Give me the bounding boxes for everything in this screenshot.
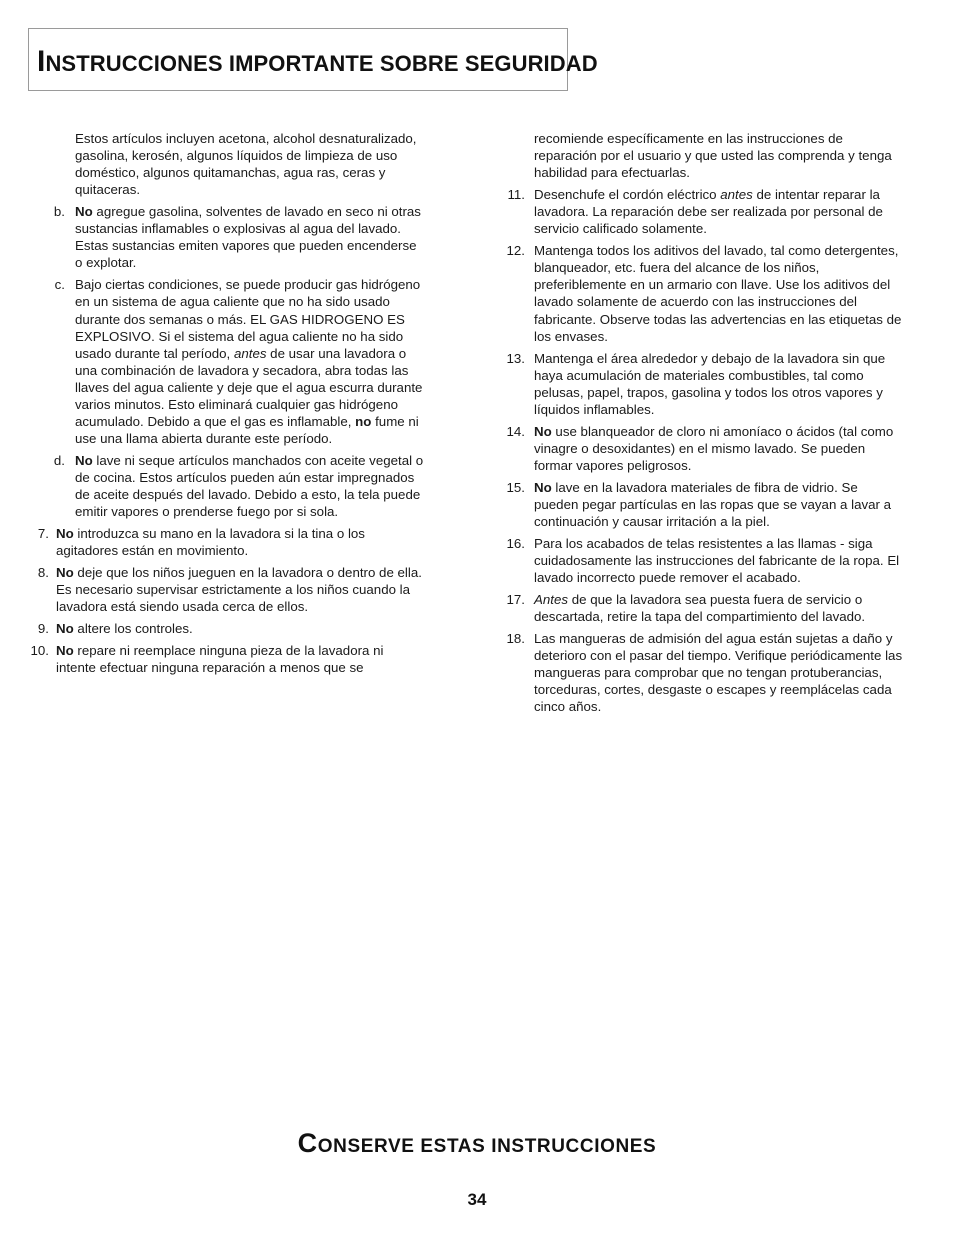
list-item-7 [27, 525, 427, 559]
item-text [502, 479, 904, 530]
item-number: 13. [506, 350, 525, 366]
item-number: 7. [37, 526, 49, 542]
item-body: agregue gasolina, solventes de lavado en seco ni otras sustancias inflamables o explosivas al agua del lavado. Estas sustancias emiten vapores que pueden encenderse o explotar. [75, 204, 421, 271]
item-text [502, 591, 904, 625]
section-title [37, 45, 598, 79]
list-item-c [27, 276, 427, 447]
item-body: de usar una lavadora o una combinación de lavadora y secadora, abra todas las llaves del agua caliente y deje que el agua escurra durante varios minutos. Esto eliminará cualquier gas hidrógeno acumulado. Debido a que el gas es inflamable, [75, 345, 423, 430]
section-header-box [28, 28, 598, 91]
item-number: 18. [506, 630, 525, 646]
emphasis-no: no [355, 414, 372, 430]
emphasis-antes: Antes [534, 591, 569, 607]
item-body: deje que los niños jueguen en la lavadora o dentro de ella. Es necesario supervisar estrictamente a los niños cuando la lavadora está siendo usada cerca de ellos. [56, 565, 422, 615]
list-item-10 [27, 642, 427, 676]
item-marker: c. [54, 277, 65, 293]
item-number: 15. [506, 479, 525, 495]
item-text [27, 525, 427, 559]
item-number: 10. [30, 643, 49, 659]
emphasis-no: No [56, 565, 74, 581]
page-number: 34 [467, 1190, 487, 1209]
item-body: altere los controles. [73, 621, 193, 637]
item-body: lave ni seque artículos manchados con aceite vegetal o de cocina. Estos artículos pueden aún estar impregnados de aceite después del lavado. Debido a esto, la tela puede emitir vapores o prenderse fuego por si sola. [75, 453, 424, 520]
section-title-rest: NSTRUCCIONES IMPORTANTE SOBRE SEGURIDAD [45, 51, 598, 76]
item-number: 8. [37, 565, 49, 581]
item-body: de intentar reparar la lavadora. La reparación debe ser realizada por personal de servicio calificado solamente. [534, 187, 883, 237]
list-item-17 [502, 591, 904, 625]
item-number: 11. [507, 187, 525, 203]
item-text: recomiende específicamente en las instrucciones de reparación por el usuario y que usted las comprenda y tenga habilidad para efectuarlas. [534, 131, 892, 181]
emphasis-no: No [75, 204, 93, 220]
emphasis-antes: antes [720, 187, 753, 203]
item-marker: b. [53, 204, 65, 220]
item-body: fume ni use una llama abierta durante este período. [75, 414, 419, 447]
left-column [27, 130, 427, 681]
item-body: lave en la lavadora materiales de fibra de vidrio. Se pueden pegar partículas en las ropas que se vayan a lavar a continuación y causar irritación a la piel. [534, 479, 892, 529]
item-body: introduzca su mano en la lavadora si la tina o los agitadores están en movimiento. [56, 526, 365, 559]
item-number: 17. [506, 591, 525, 607]
item-number: 9. [37, 621, 49, 637]
item-text: Mantenga todos los aditivos del lavado, tal como detergentes, blanqueador, etc. fuera del alcance de los niños, preferiblemente en un armario con llave. Use los aditivos del lavado solamente de acuerdo con las instrucciones del fabricante. Observe todas las advertencias en las etiquetas de los envases. [534, 243, 902, 344]
item-text [27, 620, 427, 637]
right-column [502, 130, 904, 720]
list-item-d [27, 452, 427, 520]
item-text [27, 642, 427, 676]
emphasis-no: No [75, 453, 93, 469]
list-item-b [27, 203, 427, 271]
item-text [502, 423, 904, 474]
footer-title [0, 1128, 954, 1159]
item-text [27, 564, 427, 615]
emphasis-no: No [56, 526, 74, 542]
item-text [27, 203, 427, 271]
item-marker: d. [53, 453, 65, 469]
emphasis-no: No [534, 423, 552, 439]
list-item-15 [502, 479, 904, 530]
list-item-13 [502, 350, 904, 418]
list-item-12 [502, 242, 904, 345]
item-text [502, 186, 904, 237]
list-item-intro-continuation [27, 130, 427, 198]
emphasis-antes: antes [233, 345, 267, 361]
list-item-10-continuation [502, 130, 904, 181]
footer-title-rest: ONSERVE ESTAS INSTRUCCIONES [317, 1136, 657, 1157]
item-body: de que la lavadora sea puesta fuera de servicio o descartada, retire la tapa del compartimiento del lavado. [534, 591, 866, 625]
list-item-18 [502, 630, 904, 715]
emphasis-no: No [534, 479, 552, 495]
item-text [27, 452, 427, 520]
item-text: Mantenga el área alrededor y debajo de la lavadora sin que haya acumulación de materiales combustibles, tal como pelusas, papel, trapos, gasolina y todos los otros vapores y líquidos inflamables. [534, 350, 886, 417]
item-text: Estos artículos incluyen acetona, alcohol desnaturalizado, gasolina, kerosén, algunos líquidos de limpieza de uso doméstico, algunos quitamanchas, agua ras, ceras y quitaceras. [75, 131, 417, 198]
item-body: Bajo ciertas condiciones, se puede producir gas hidrógeno en un sistema de agua caliente que no ha sido usado durante dos semanas o más. EL GAS HIDROGENO ES EXPLOSIVO. Si el sistema del agua caliente no ha sido usado durante tal período, [75, 277, 421, 361]
item-body: repare ni reemplace ninguna pieza de la lavadora ni intente efectuar ninguna reparación a menos que se [56, 643, 384, 676]
item-number: 16. [506, 535, 525, 551]
footer-title-initial: C [297, 1128, 318, 1158]
item-number: 14. [506, 423, 525, 439]
item-text: Para los acabados de telas resistentes a las llamas - siga cuidadosamente las instrucciones del fabricante de la ropa. El lavado incorrecto puede remover el acabado. [534, 535, 900, 586]
list-item-11 [502, 186, 904, 237]
list-item-8 [27, 564, 427, 615]
list-item-9 [27, 620, 427, 637]
item-body: use blanqueador de cloro ni amoníaco o ácidos (tal como vinagre o desoxidantes) en el mismo lavado. Se pueden formar vapores peligrosos. [534, 423, 894, 473]
section-title-initial: I [37, 45, 46, 78]
item-number: 12. [506, 243, 525, 259]
item-text: Las mangueras de admisión del agua están sujetas a daño y deterioro con el pasar del tiempo. Verifique periódicamente las mangueras para comprobar que no tengan protuberancias, torceduras, cortes, desgaste o escapes y reemplácelas cada cinco años. [534, 630, 903, 715]
emphasis-no: No [56, 643, 74, 659]
item-text [27, 276, 427, 447]
list-item-14 [502, 423, 904, 474]
emphasis-no: No [56, 621, 74, 637]
item-body: Desenchufe el cordón eléctrico [534, 187, 721, 203]
list-item-16 [502, 535, 904, 586]
